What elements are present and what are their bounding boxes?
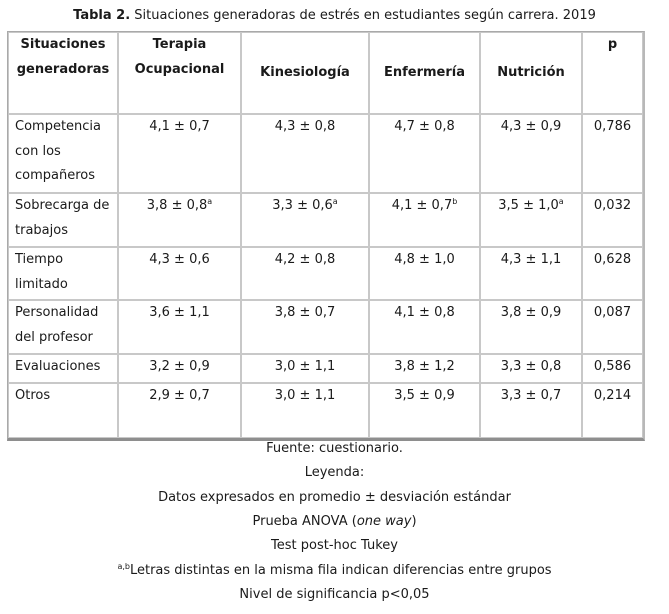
cell-nutricion: 4,3 ± 0,9 (480, 114, 582, 193)
cell-terapia: 3,2 ± 0,9 (118, 354, 241, 383)
cell-nutricion: 3,3 ± 0,7 (480, 383, 582, 438)
cell-enfermeria: 4,1 ± 0,8 (369, 300, 480, 354)
header-situaciones: Situaciones generadoras (8, 32, 118, 114)
cell-terapia: 4,1 ± 0,7 (118, 114, 241, 193)
cell-kinesiologia: 4,3 ± 0,8 (241, 114, 369, 193)
cell-terapia: 3,8 ± 0,8$^a$ (118, 193, 241, 247)
cell-p: 0,032 (582, 193, 643, 247)
table-row (8, 300, 643, 354)
table-title (0, 8, 669, 23)
stress-table (7, 31, 645, 441)
cell-enfermeria: 3,5 ± 0,9 (369, 383, 480, 438)
header-kinesiologia: Kinesiología (241, 32, 369, 114)
footer-line-letters: $^{a,b}$Letras distintas en la misma fila indican diferencias entre grupos (117, 562, 552, 578)
footer-source: Fuente: cuestionario. (266, 441, 403, 456)
cell-p: 0,586 (582, 354, 643, 383)
header-terapia-ocupacional: Terapia Ocupacional (118, 32, 241, 114)
table-title-number: Tabla 2. (73, 8, 131, 23)
cell-kinesiologia: 3,0 ± 1,1 (241, 354, 369, 383)
cell-terapia: 2,9 ± 0,7 (118, 383, 241, 438)
cell-enfermeria: 4,1 ± 0,7$^b$ (369, 193, 480, 247)
table-row (8, 247, 643, 300)
cell-terapia: 3,6 ± 1,1 (118, 300, 241, 354)
row-label: Sobrecarga de trabajos (8, 193, 118, 247)
cell-p: 0,087 (582, 300, 643, 354)
header-enfermeria: Enfermería (369, 32, 480, 114)
row-label: Personalidad del profesor (8, 300, 118, 354)
cell-kinesiologia: 3,8 ± 0,7 (241, 300, 369, 354)
cell-nutricion: 3,8 ± 0,9 (480, 300, 582, 354)
table-row (8, 354, 643, 383)
cell-enfermeria: 4,8 ± 1,0 (369, 247, 480, 300)
cell-kinesiologia: 3,3 ± 0,6$^a$ (241, 193, 369, 247)
cell-nutricion: 3,3 ± 0,8 (480, 354, 582, 383)
row-label: Competencia con los compañeros (8, 114, 118, 193)
cell-p: 0,628 (582, 247, 643, 300)
footer-line-significance: Nivel de significancia p<0,05 (239, 587, 430, 602)
header-nutricion: Nutrición (480, 32, 582, 114)
row-label: Otros (8, 383, 118, 438)
cell-nutricion: 4,3 ± 1,1 (480, 247, 582, 300)
cell-enfermeria: 3,8 ± 1,2 (369, 354, 480, 383)
cell-enfermeria: 4,7 ± 0,8 (369, 114, 480, 193)
table-row (8, 193, 643, 247)
table-row (8, 383, 643, 438)
footer-line-mean: Datos expresados en promedio ± desviación estándar (158, 490, 511, 505)
row-label: Evaluaciones (8, 354, 118, 383)
footer-line-tukey: Test post-hoc Tukey (271, 538, 398, 553)
cell-nutricion: 3,5 ± 1,0$^a$ (480, 193, 582, 247)
header-p: p (582, 32, 643, 114)
cell-kinesiologia: 3,0 ± 1,1 (241, 383, 369, 438)
cell-p: 0,786 (582, 114, 643, 193)
cell-kinesiologia: 4,2 ± 0,8 (241, 247, 369, 300)
header-row (8, 32, 643, 114)
table-title-text: Situaciones generadoras de estrés en estudiantes según carrera. 2019 (130, 8, 596, 23)
row-label: Tiempo limitado (8, 247, 118, 300)
footer-legend: Leyenda: (304, 465, 365, 480)
footer-line-anova: Prueba ANOVA (one way) (252, 514, 417, 529)
cell-p: 0,214 (582, 383, 643, 438)
cell-terapia: 4,3 ± 0,6 (118, 247, 241, 300)
table-row (8, 114, 643, 193)
